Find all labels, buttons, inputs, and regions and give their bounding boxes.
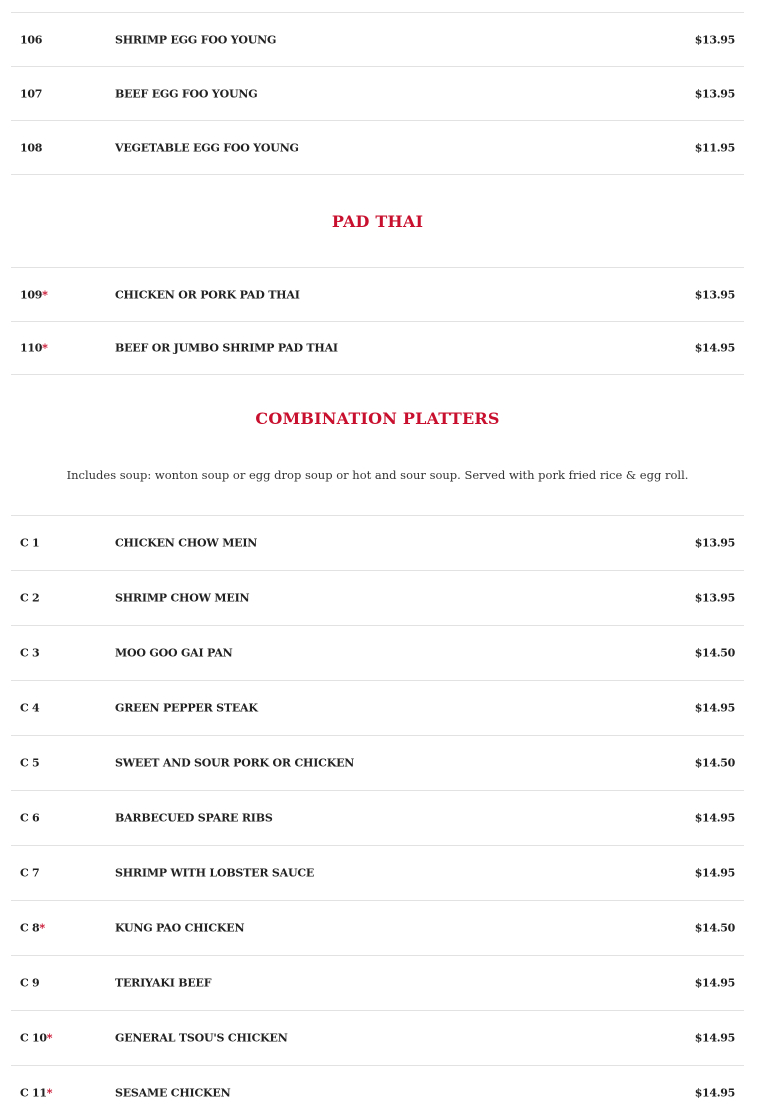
section-title-combination: COMBINATION PLATTERS: [255, 409, 500, 428]
menu-row: [11, 12, 744, 66]
pad-thai-heading-block: [11, 175, 744, 231]
menu-row: [11, 321, 744, 375]
item-number: C 7: [20, 866, 40, 880]
menu-row: [11, 267, 744, 321]
item-name: SWEET AND SOUR PORK OR CHICKEN: [115, 756, 355, 770]
menu-row: [11, 1065, 744, 1120]
item-name: SHRIMP WITH LOBSTER SAUCE: [115, 866, 315, 880]
item-price: $11.95: [694, 141, 735, 154]
item-price: $13.95: [694, 33, 735, 46]
item-name: GENERAL TSOU'S CHICKEN: [115, 1031, 288, 1045]
item-number: 110*: [20, 341, 48, 355]
menu-row: [11, 845, 744, 900]
item-name: MOO GOO GAI PAN: [115, 646, 233, 660]
menu-row: [11, 1010, 744, 1065]
item-name: SESAME CHICKEN: [115, 1086, 231, 1100]
item-number: C 2: [20, 591, 40, 605]
item-price: $14.95: [694, 866, 735, 880]
menu-row: [11, 900, 744, 955]
egg-foo-young-list: [11, 12, 744, 175]
combination-heading-block: [11, 375, 744, 515]
item-number: 107: [20, 87, 43, 100]
item-number: 106: [20, 33, 43, 46]
item-number: 109*: [20, 288, 48, 301]
combination-list: [11, 515, 744, 1120]
section-note: Includes soup: wonton soup or egg drop soup or hot and sour soup. Served with pork fried rice & egg roll.: [66, 468, 689, 482]
item-price: $13.95: [694, 536, 735, 550]
item-name: TERIYAKI BEEF: [115, 976, 212, 990]
item-number: C 1: [20, 536, 40, 550]
item-price: $14.95: [694, 976, 735, 990]
menu-row: [11, 680, 744, 735]
item-price: $14.95: [694, 701, 735, 715]
item-number: C 9: [20, 976, 40, 990]
item-name: SHRIMP EGG FOO YOUNG: [115, 33, 277, 46]
section-title-pad-thai: PAD THAI: [331, 212, 424, 231]
menu-row: [11, 570, 744, 625]
item-price: $14.50: [694, 756, 735, 770]
menu-row: [11, 955, 744, 1010]
spicy-marker: *: [46, 1086, 53, 1100]
item-name: CHICKEN OR PORK PAD THAI: [115, 288, 300, 301]
item-number: C 5: [20, 756, 40, 770]
item-name: GREEN PEPPER STEAK: [115, 701, 258, 715]
item-name: BARBECUED SPARE RIBS: [115, 811, 273, 825]
item-name: VEGETABLE EGG FOO YOUNG: [115, 141, 299, 154]
spicy-marker: *: [42, 288, 48, 301]
menu-row: [11, 625, 744, 680]
item-name: CHICKEN CHOW MEIN: [115, 536, 258, 550]
item-price: $14.95: [694, 341, 735, 355]
spicy-marker: *: [42, 341, 48, 355]
item-number: C 4: [20, 701, 40, 715]
item-number: C 8*: [20, 921, 45, 935]
item-name: BEEF EGG FOO YOUNG: [115, 87, 258, 100]
menu-row: [11, 120, 744, 175]
menu-row: [11, 735, 744, 790]
pad-thai-list: [11, 267, 744, 375]
spicy-marker: *: [46, 1031, 53, 1045]
item-name: SHRIMP CHOW MEIN: [115, 591, 250, 605]
item-price: $14.50: [694, 646, 735, 660]
menu-page: [11, 12, 744, 1120]
menu-row: [11, 790, 744, 845]
item-price: $13.95: [694, 288, 735, 301]
item-number: C 3: [20, 646, 40, 660]
item-number: 108: [20, 141, 43, 154]
item-number: C 6: [20, 811, 40, 825]
item-price: $14.95: [694, 811, 735, 825]
item-price: $13.95: [694, 87, 735, 100]
item-price: $14.95: [694, 1086, 735, 1100]
item-number: C 11*: [20, 1086, 53, 1100]
item-price: $14.95: [694, 1031, 735, 1045]
item-price: $13.95: [694, 591, 735, 605]
menu-row: [11, 66, 744, 120]
item-name: KUNG PAO CHICKEN: [115, 921, 245, 935]
item-number: C 10*: [20, 1031, 53, 1045]
menu-row: [11, 515, 744, 570]
item-price: $14.50: [694, 921, 735, 935]
item-name: BEEF OR JUMBO SHRIMP PAD THAI: [115, 341, 338, 355]
spicy-marker: *: [39, 921, 45, 935]
